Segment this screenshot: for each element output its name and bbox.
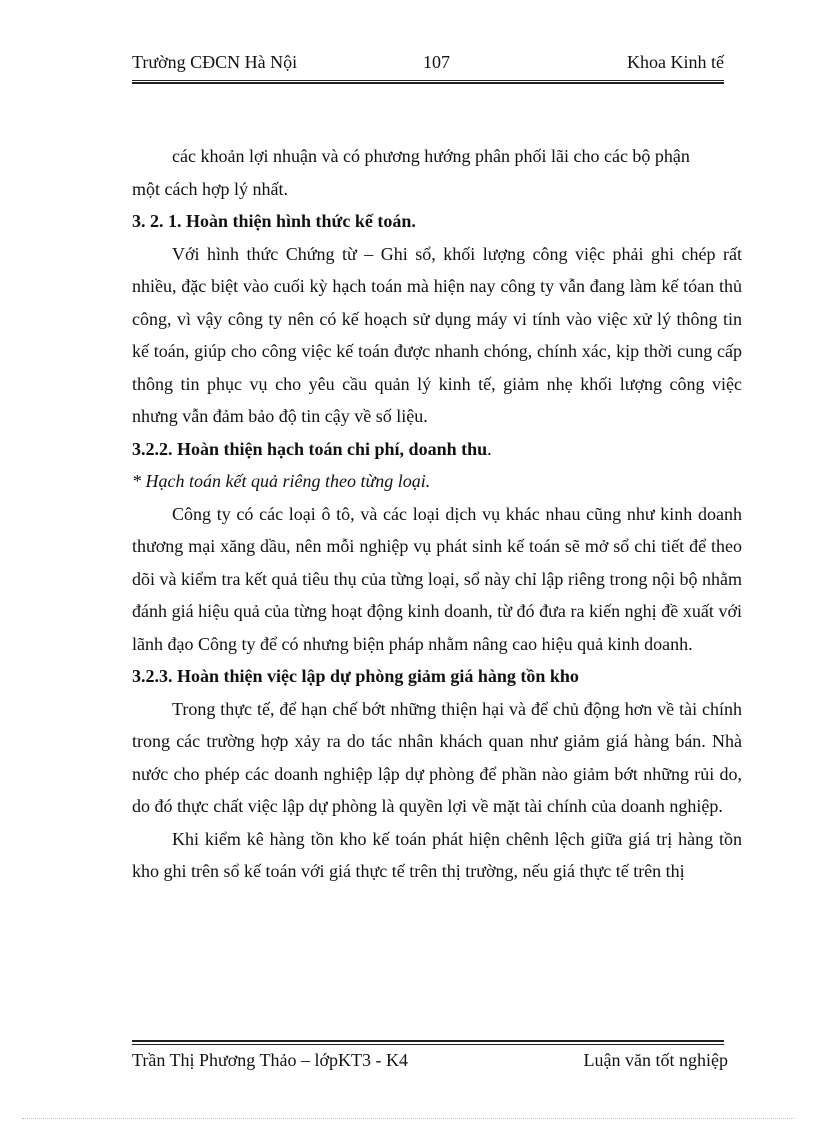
- footer-thesis-label: Luận văn tốt nghiệp: [583, 1050, 728, 1070]
- paragraph-profit-distribution: các khoản lợi nhuận và có phương hướng phân phối lãi cho các bộ phận: [172, 146, 690, 166]
- heading-3-2-1: 3. 2. 1. Hoàn thiện hình thức kế toán.: [132, 211, 416, 231]
- page-number: 107: [423, 52, 450, 72]
- header-faculty: Khoa Kinh tế: [627, 52, 724, 72]
- heading-3-2-2-text: 3.2.2. Hoàn thiện hạch toán chi phí, doanh thu: [132, 438, 488, 459]
- paragraph-detailed-ledger: Công ty có các loại ô tô, và các loại dịch vụ khác nhau cũng như kinh doanh thương mại xăng dầu, nên mỗi nghiệp vụ phát sinh kế toán sẽ mở sổ chi tiết để theo dõi và kiểm tra kết quả tiêu thụ của từng loại, sổ này chỉ lập riêng trong nội bộ nhằm đánh giá hiệu quả của từng hoạt động kinh doanh, từ đó đưa ra kiến nghị đề xuất với lãnh đạo Công ty để có nhưng biện pháp nhằm nâng cao hiệu quả kinh doanh.: [132, 503, 742, 654]
- paragraph-provision: Trong thực tế, để hạn chế bớt những thiện hại và để chủ động hơn về tài chính trong các trường hợp xảy ra do tác nhân khách quan như giảm giá hàng bán. Nhà nước cho phép các doanh nghiệp lập dự phòng để phần nào giảm bớt những rủi do, do đó thực chất việc lập dự phòng là quyền lợi về mặt tài chính của doanh nghiệp.: [132, 698, 742, 816]
- paragraph-inventory-check: Khi kiểm kê hàng tồn kho kế toán phát hiện chênh lệch giữa giá trị hàng tồn kho ghi trên sổ kế toán với giá thực tế trên thị trường, nếu giá thực tế trên thị: [132, 828, 742, 881]
- footer-author: Trần Thị Phương Thảo – lớpKT3 - K4: [132, 1050, 408, 1070]
- heading-3-2-2: [132, 433, 742, 466]
- note-result-by-type: * Hạch toán kết quả riêng theo từng loại.: [132, 471, 431, 491]
- paragraph-accounting-form: Với hình thức Chứng từ – Ghi sổ, khối lượng công việc phải ghi chép rất nhiều, đặc biệt vào cuối kỳ hạch toán mà hiện nay công ty vẫn đang làm kế tóan thủ công, vì vậy công ty nên có kế hoạch sử dụng máy vi tính vào việc xử lý thông tin kế toán, giúp cho công việc kế toán được nhanh chóng, chính xác, kịp thời cung cấp thông tin phục vụ cho yêu cầu quản lý kinh tế, giảm nhẹ khối lượng công việc nhưng vẫn đảm bảo độ tin cậy về số liệu.: [132, 243, 742, 426]
- header-school: Trường CĐCN Hà Nội: [132, 52, 298, 72]
- paragraph-profit-distribution-end: một cách hợp lý nhất.: [132, 178, 288, 199]
- heading-3-2-2-period: .: [487, 438, 492, 459]
- heading-3-2-3: 3.2.3. Hoàn thiện việc lập dự phòng giảm giá hàng tồn kho: [132, 666, 579, 686]
- page-body: [132, 140, 742, 888]
- page-header: [132, 52, 724, 78]
- footer-double-rule: [132, 1040, 724, 1045]
- header-double-rule: [132, 80, 724, 84]
- page-footer: [132, 1050, 728, 1076]
- page-edge: [22, 1118, 794, 1119]
